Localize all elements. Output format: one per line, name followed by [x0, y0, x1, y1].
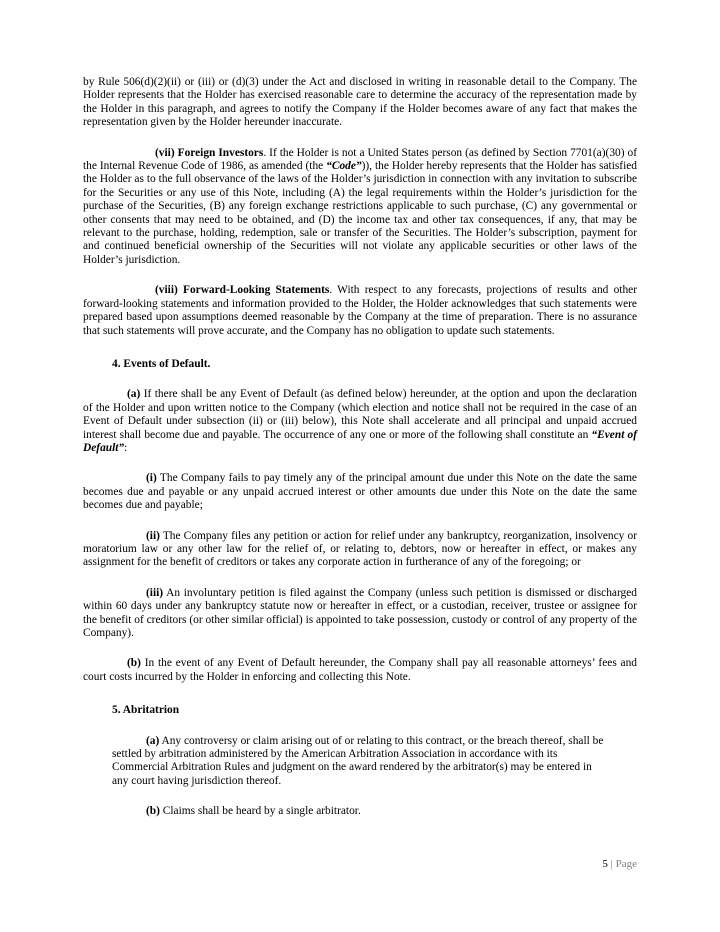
- text-run: If there shall be any Event of Default (as defined below) hereunder, at the option and upon the declaration of the Holder and upon written notice to the Company (which election and notice shall not be required in the case of an Event of Default under subsection (ii) or (iii) below), this Note shall accelerate and all principal and unpaid accrued interest shall become due and payable. The occurrence of any one or more of the following shall constitute an: [83, 388, 637, 441]
- text-run: . With respect to any forecasts, projections of results and other forward-looking statements and information provided to the Holder, the Holder acknowledges that such statements were prepared based upon assumptions deemed reasonable by the Company at the time of preparation. There is no assurance that such statements will prove accurate, and the Company has no obligation to update such statements.: [83, 284, 637, 337]
- text-run: The Company files any petition or action for relief under any bankruptcy, reorganization, insolvency or moratorium law or any other law for the relief of, or relating to, debtors, now or hereafter in effect, or makes any assignment for the benefit of creditors or takes any corporate action in furtherance of any of the foregoing; or: [83, 529, 637, 569]
- paragraph-5a: [112, 735, 609, 789]
- text-run: . If the Holder is not a United States person (as defined by Section 7701(a)(30) of the Internal Revenue Code of 1986, as amended (the: [83, 146, 637, 173]
- paragraph-4a-iii: [83, 587, 637, 641]
- text-run: 4. Events of Default.: [112, 357, 211, 370]
- page-footer: [602, 858, 637, 871]
- paragraph-vii-foreign-investors: [83, 147, 637, 268]
- text-run: “Code”: [326, 160, 362, 173]
- page-number: 5: [602, 858, 608, 870]
- text-run: “Event of Default”: [83, 428, 637, 454]
- text-run: :: [124, 441, 128, 454]
- section-heading-arbitration: [112, 704, 637, 717]
- text-run: Any controversy or claim arising out of or relating to this contract, or the breach thereof, shall be settled by arbitration administered by the American Arbitration Association in accordance with its Commercial Arbitration Rules and judgment on the award rendered by the arbitrator(s) may be entered in any court having jurisdiction thereof.: [112, 734, 604, 787]
- text-run: (ii): [146, 529, 160, 542]
- footer-divider: |: [607, 858, 616, 870]
- text-run: (i): [146, 472, 157, 485]
- text-run: (iii): [146, 586, 164, 599]
- text-run: by Rule 506(d)(2)(ii) or (iii) or (d)(3) under the Act and disclosed in writing in reasonable detail to the Company. The Holder represents that the Holder has exercised reasonable care to determine the accuracy of the representation made by the Holder in this paragraph, and agrees to notify the Company if the Holder becomes aware of any fact that makes the representation given by the Holder hereunder inaccurate.: [83, 76, 637, 129]
- text-run: (a): [146, 734, 160, 747]
- paragraph-4b: [83, 657, 637, 684]
- paragraph-4a-ii: [83, 530, 637, 570]
- text-run: (vii) Foreign Investors: [155, 146, 264, 159]
- text-run: An involuntary petition is filed against the Company (unless such petition is dismissed or discharged within 60 days under any bankruptcy statute now or hereafter in effect, or a custodian, receiver, trustee or assignee for the benefit of creditors (or other similar official) is appointed to take possession, custody or control of any property of the Company).: [83, 586, 637, 639]
- text-run: The Company fails to pay timely any of the principal amount due under this Note on the date the same becomes due and payable or any unpaid accrued interest or other amounts due under this Note on the date the same becomes due and payable;: [83, 472, 637, 512]
- paragraph-5b: [112, 805, 609, 818]
- text-run: 5. Abritatrion: [112, 704, 180, 717]
- paragraph-rule-506-continuation: [83, 76, 637, 130]
- text-run: (b): [146, 805, 160, 818]
- text-run: (viii) Forward-Looking Statements: [155, 284, 330, 297]
- text-run: (b): [127, 657, 141, 670]
- paragraph-viii-forward-looking-statements: [83, 284, 637, 338]
- text-run: (a): [127, 388, 141, 401]
- text-run: In the event of any Event of Default hereunder, the Company shall pay all reasonable attorneys’ fees and court costs incurred by the Holder in enforcing and collecting this Note.: [83, 657, 637, 683]
- section-heading-events-of-default: [112, 358, 637, 371]
- paragraph-4a-i: [83, 472, 637, 512]
- text-run: )), the Holder hereby represents that the Holder has satisfied the Holder as to the full observance of the laws of the Holder’s jurisdiction in connection with any invitation to subscribe for the Securities or any use of this Note, including (A) the legal requirements within the Holder’s jurisdiction for the purchase of the Securities, (B) any foreign exchange restrictions applicable to such purchase, (C) any governmental or other consents that may need to be obtained, and (D) the income tax and other tax consequences, if any, that may be relevant to the purchase, holding, redemption, sale or transfer of the Securities. The Holder’s subscription, payment for and continued beneficial ownership of the Securities will not violate any applicable securities or other laws of the Holder’s jurisdiction.: [83, 160, 637, 266]
- paragraph-4a: [83, 388, 637, 455]
- text-run: Claims shall be heard by a single arbitrator.: [159, 805, 361, 818]
- footer-label: Page: [615, 858, 637, 870]
- page-content: [83, 76, 637, 819]
